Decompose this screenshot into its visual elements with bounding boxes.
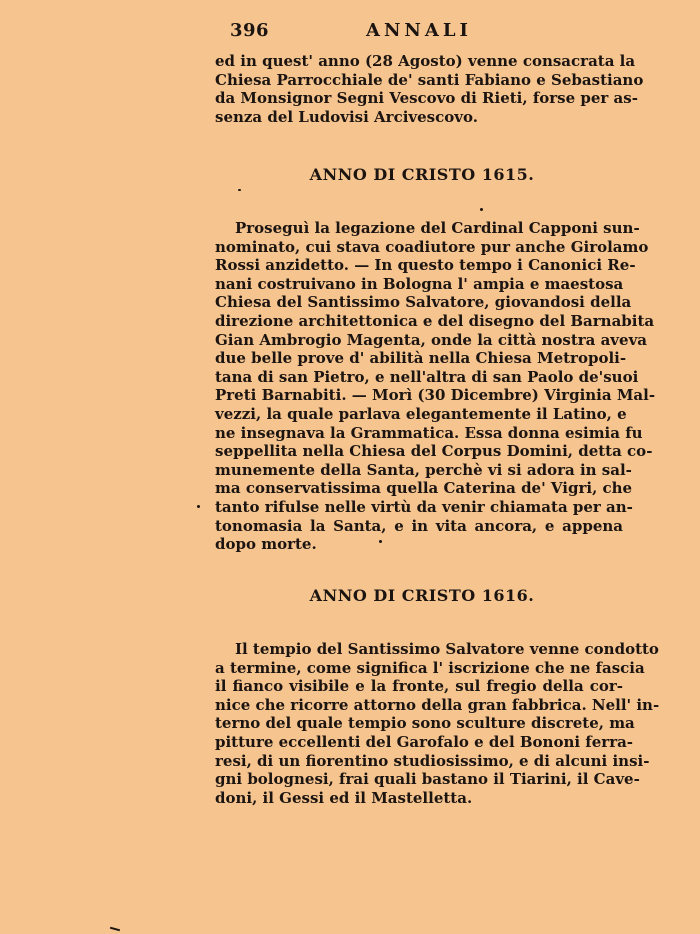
heading-text: ANNO DI CRISTO 1615. (309, 165, 535, 184)
running-head: ANNALI (366, 20, 472, 41)
paragraph-1615 (215, 219, 656, 554)
text-line: tana di san Pietro, e nell'altra di san Paolo de'suoi (215, 367, 639, 386)
ink-speck (238, 189, 241, 191)
text-line: ed in quest' anno (28 Agosto) venne consacrata la (215, 52, 636, 70)
ink-speck (379, 540, 382, 543)
text-line: Proseguì la legazione del Cardinal Capponi sun- (235, 219, 640, 237)
text-line: tonomasia la Santa, e in vita ancora, e appena (215, 516, 623, 535)
ink-speck (197, 505, 200, 508)
text-line: terno del quale tempio sono sculture discrete, ma (215, 714, 635, 733)
text-line: Gian Ambrogio Magenta, onde la città nostra aveva (215, 330, 648, 349)
text-line: Preti Barnabiti. — Morì (30 Dicembre) Virginia Mal- (215, 386, 656, 405)
text-line: due belle prove d' abilità nella Chiesa Metropoli- (215, 349, 627, 368)
text-line: a termine, come significa l' iscrizione che ne fascia (215, 658, 645, 677)
ink-speck (480, 208, 483, 211)
text-line: Chiesa Parrocchiale de' santi Fabiano e Sebastiano (215, 70, 644, 89)
text-line: nani costruivano in Bologna l' ampia e maestosa (215, 274, 624, 293)
paragraph-intro (215, 52, 644, 126)
text-line: Rossi anzidetto. — In questo tempo i Canonici Re- (215, 256, 636, 275)
text-line: nice che ricorre attorno della gran fabbrica. Nell' in- (215, 695, 660, 714)
text-line: ma conservatissima quella Caterina de' Vigri, che (215, 479, 633, 498)
text-line: doni, il Gessi ed il Mastelletta. (215, 788, 473, 807)
paragraph-1616 (215, 640, 660, 807)
text-line: Chiesa del Santissimo Salvatore, giovandosi della (215, 293, 632, 312)
page-header (230, 20, 630, 46)
text-line: il fianco visibile e la fronte, sul fregio della cor- (215, 677, 623, 696)
ink-mark (110, 927, 120, 932)
section-heading-1615 (0, 165, 700, 184)
text-line: direzione architettonica e del disegno del Barnabita (215, 311, 655, 330)
text-line: munemente della Santa, perchè vi si adora in sal- (215, 460, 632, 479)
text-line: Il tempio del Santissimo Salvatore venne condotto (235, 640, 659, 658)
text-line: da Monsignor Segni Vescovo di Rieti, forse per as- (215, 89, 638, 108)
text-line: dopo morte. (215, 535, 317, 554)
section-heading-1616 (0, 586, 700, 605)
text-line: tanto rifulse nelle virtù da venir chiamata per an- (215, 497, 633, 516)
text-line: pitture eccellenti del Garofalo e del Bononi ferra- (215, 732, 634, 751)
heading-text: ANNO DI CRISTO 1616. (309, 586, 535, 605)
text-line: gni bolognesi, frai quali bastano il Tiarini, il Cave- (215, 770, 640, 789)
text-line: nominato, cui stava coadiutore pur anche Girolamo (215, 237, 649, 256)
text-line: seppellita nella Chiesa del Corpus Domini, detta co- (215, 442, 653, 461)
text-line: vezzi, la quale parlava elegantemente il Latino, e (215, 404, 627, 423)
text-line: senza del Ludovisi Arcivescovo. (215, 107, 478, 126)
text-line: resi, di un fiorentino studiosissimo, e di alcuni insi- (215, 751, 650, 770)
text-line: ne insegnava la Grammatica. Essa donna esimia fu (215, 423, 643, 442)
page-number: 396 (230, 20, 270, 41)
